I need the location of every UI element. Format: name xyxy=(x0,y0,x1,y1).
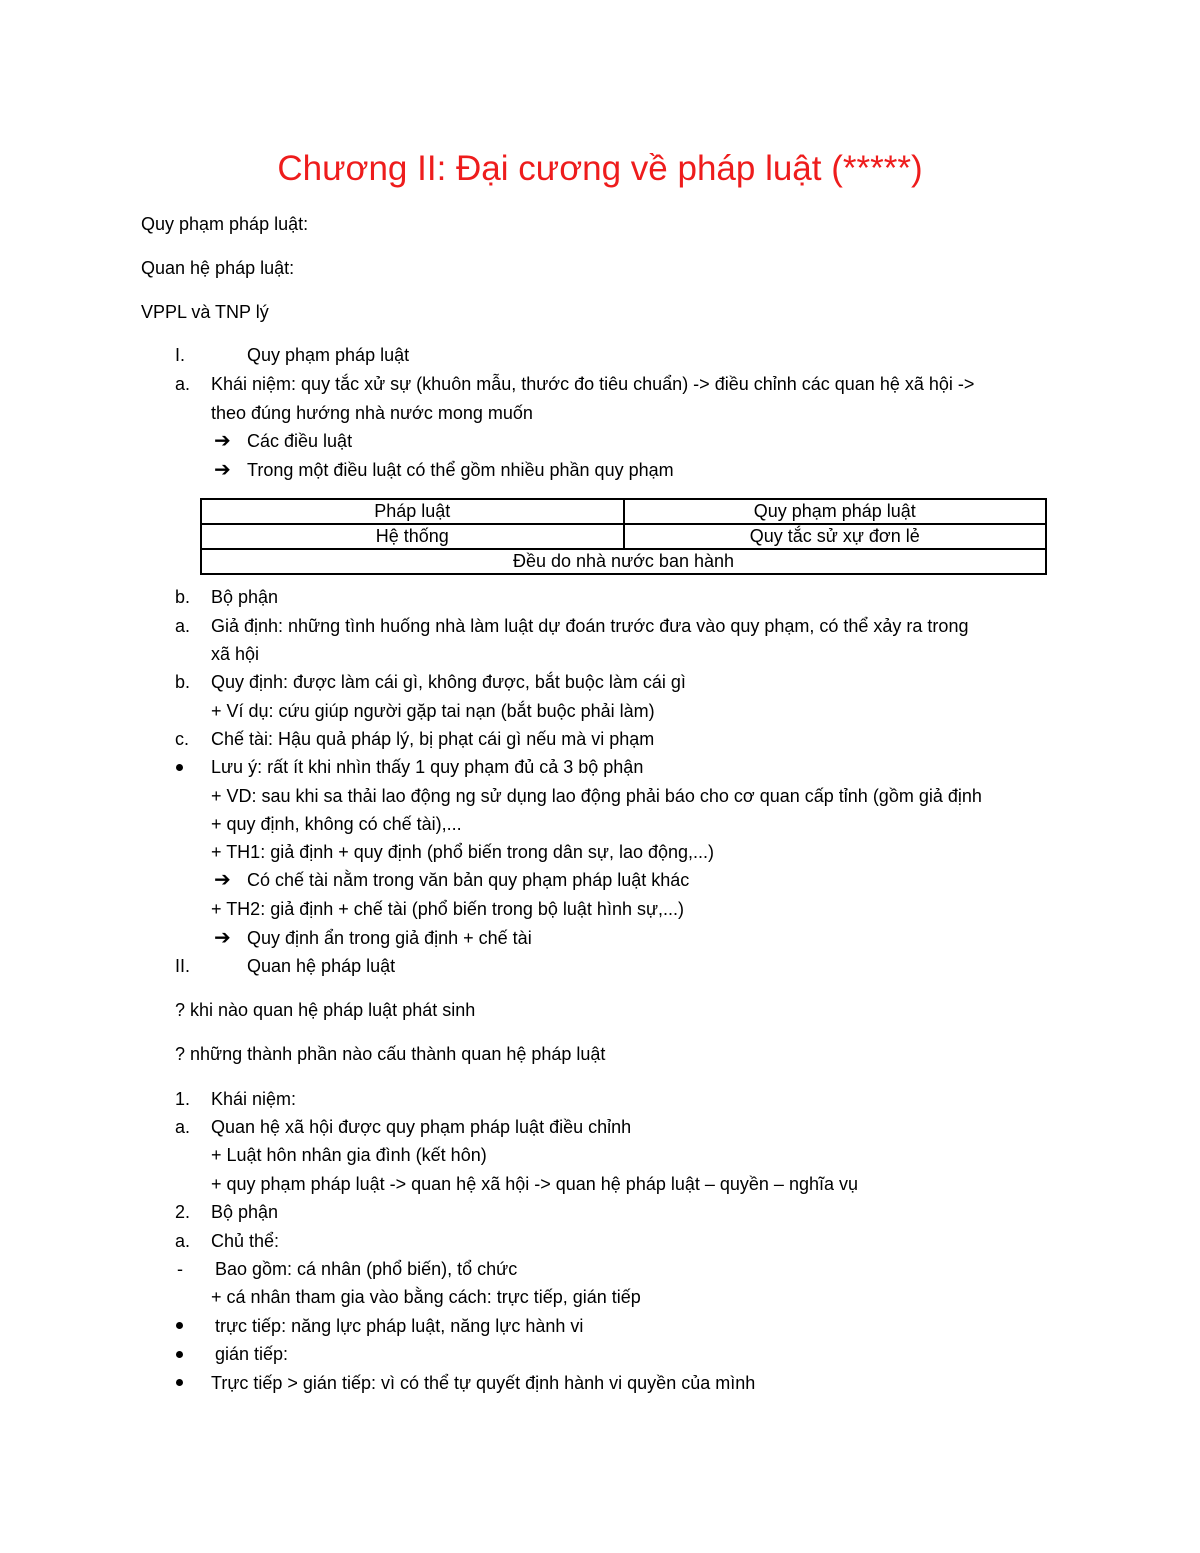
table-row xyxy=(201,524,1046,549)
table-cell: Đều do nhà nước ban hành xyxy=(201,549,1046,574)
section-1-heading: Quy phạm pháp luật xyxy=(247,345,410,365)
th2-line: + TH2: giả định + chế tài (phổ biến trong bộ luật hình sự,...) xyxy=(211,899,685,919)
gia-dinh-line-2: xã hội xyxy=(211,644,260,664)
table-cell: Quy phạm pháp luật xyxy=(624,499,1047,524)
arrow-bullet-icon: ➔ xyxy=(214,869,231,891)
table-cell: Pháp luật xyxy=(201,499,624,524)
comparison-table xyxy=(200,498,1047,575)
bullet-icon xyxy=(176,1379,183,1386)
bullet-icon xyxy=(176,764,183,771)
list-marker: a. xyxy=(175,616,191,636)
list-marker: 2. xyxy=(175,1202,191,1222)
intro-line-1: Quy phạm pháp luật: xyxy=(141,214,309,234)
list-marker: b. xyxy=(175,672,191,692)
page-title: Chương II: Đại cương về pháp luật (*****) xyxy=(277,149,923,188)
gia-dinh-line-1: Giả định: những tình huống nhà làm luật dự đoán trước đưa vào quy phạm, có thể xảy ra trong xyxy=(211,616,969,636)
example-line: + Ví dụ: cứu giúp người gặp tai nạn (bắt buộc phải làm) xyxy=(211,701,655,721)
parts-heading: Bộ phận xyxy=(211,587,279,607)
section-2-heading: Quan hệ pháp luật xyxy=(247,956,396,976)
note-line: Lưu ý: rất ít khi nhìn thấy 1 quy phạm đủ cả 3 bộ phận xyxy=(211,757,644,777)
concept-line-1: Khái niệm: quy tắc xử sự (khuôn mẫu, thước đo tiêu chuẩn) -> điều chỉnh các quan hệ xã hội -> xyxy=(211,374,975,394)
table-cell: Quy tắc sử xự đơn lẻ xyxy=(624,524,1047,549)
section-2-marker: II. xyxy=(175,956,191,976)
arrow-bullet-icon: ➔ xyxy=(214,430,231,452)
parts-heading-2: Bộ phận xyxy=(211,1202,279,1222)
arrow-bullet-icon: ➔ xyxy=(214,927,231,949)
indirect-line: gián tiếp: xyxy=(215,1344,289,1364)
list-marker: c. xyxy=(175,729,190,749)
subject-heading: Chủ thể: xyxy=(211,1231,280,1251)
norm-chain-line: + quy phạm pháp luật -> quan hệ xã hội -> quan hệ pháp luật – quyền – nghĩa vụ xyxy=(211,1174,858,1194)
list-marker: a. xyxy=(175,374,191,394)
table-row xyxy=(201,549,1046,574)
bullet-icon xyxy=(176,1351,183,1358)
list-marker: a. xyxy=(175,1117,191,1137)
question-line-1: ? khi nào quan hệ pháp luật phát sinh xyxy=(175,1000,476,1020)
vd-line-1: + VD: sau khi sa thải lao động ng sử dụng lao động phải báo cho cơ quan cấp tỉnh (gồm giả định xyxy=(211,786,982,806)
quy-dinh-line: Quy định: được làm cái gì, không được, bắt buộc làm cái gì xyxy=(211,672,686,692)
intro-line-3: VPPL và TNP lý xyxy=(141,302,269,322)
vd-line-2: + quy định, không có chế tài),... xyxy=(211,814,462,834)
relation-line: Quan hệ xã hội được quy phạm pháp luật điều chỉnh xyxy=(211,1117,632,1137)
che-tai-line: Chế tài: Hậu quả pháp lý, bị phạt cái gì nếu mà vi phạm xyxy=(211,729,655,749)
marriage-law-line: + Luật hôn nhân gia đình (kết hôn) xyxy=(211,1145,487,1165)
arrow-item-1: Các điều luật xyxy=(247,431,353,451)
individual-line: + cá nhân tham gia vào bằng cách: trực tiếp, gián tiếp xyxy=(211,1287,641,1307)
table-cell: Hệ thống xyxy=(201,524,624,549)
comparison-line: Trực tiếp > gián tiếp: vì có thể tự quyết định hành vi quyền của mình xyxy=(211,1373,756,1393)
concept-heading: Khái niệm: xyxy=(211,1089,297,1109)
dash-marker: - xyxy=(177,1259,183,1279)
concept-line-2: theo đúng hướng nhà nước mong muốn xyxy=(211,403,533,423)
section-1-marker: I. xyxy=(175,345,186,365)
direct-line: trực tiếp: năng lực pháp luật, năng lực hành vi xyxy=(215,1316,584,1336)
question-line-2: ? những thành phần nào cấu thành quan hệ pháp luật xyxy=(175,1044,606,1064)
list-marker: b. xyxy=(175,587,191,607)
bullet-icon xyxy=(176,1322,183,1329)
arrow-item-2: Trong một điều luật có thể gồm nhiều phần quy phạm xyxy=(247,460,674,480)
list-marker: 1. xyxy=(175,1089,191,1109)
table-row xyxy=(201,499,1046,524)
list-marker: a. xyxy=(175,1231,191,1251)
intro-line-2: Quan hệ pháp luật: xyxy=(141,258,295,278)
arrow-bullet-icon: ➔ xyxy=(214,459,231,481)
th1-line: + TH1: giả định + quy định (phổ biến trong dân sự, lao động,...) xyxy=(211,842,715,862)
includes-line: Bao gồm: cá nhân (phổ biến), tổ chức xyxy=(215,1259,518,1279)
arrow-item-4: Quy định ẩn trong giả định + chế tài xyxy=(247,928,532,948)
arrow-item-3: Có chế tài nằm trong văn bản quy phạm pháp luật khác xyxy=(247,870,690,890)
